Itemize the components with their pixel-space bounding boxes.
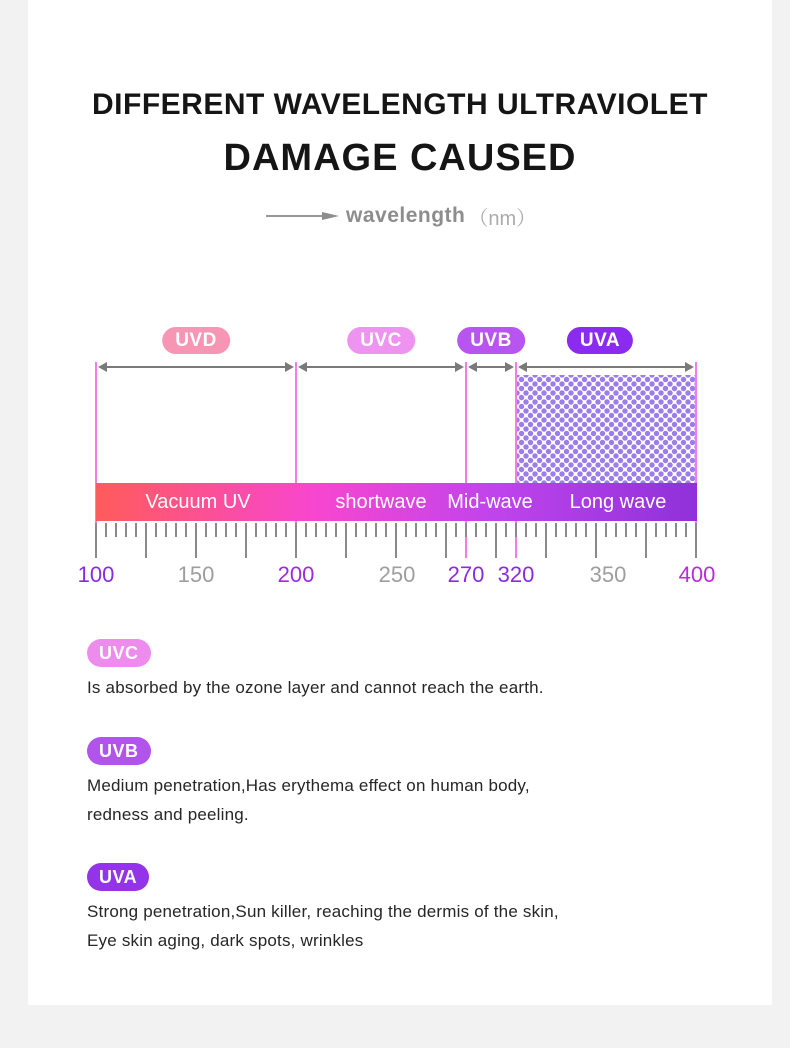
axis-label: wavelength xyxy=(346,204,466,227)
ruler-major-tick xyxy=(495,523,497,558)
uvb-text-line1: Medium penetration,Has erythema effect on human body, xyxy=(87,776,530,795)
ruler-minor-tick xyxy=(665,523,667,537)
uva-text-line1: Strong penetration,Sun killer, reaching the dermis of the skin, xyxy=(87,902,559,921)
axis-value-100: 100 xyxy=(77,562,115,587)
ruler-minor-tick xyxy=(285,523,287,537)
ruler-major-tick xyxy=(595,523,597,558)
uvc-arrowhead-left-icon xyxy=(298,362,307,372)
axis-value-270: 270 xyxy=(447,562,485,587)
ruler-minor-tick xyxy=(515,523,517,537)
ruler-minor-tick xyxy=(325,523,327,537)
ruler-minor-tick xyxy=(655,523,657,537)
ruler-major-tick xyxy=(295,523,297,558)
uva-range-arrow xyxy=(524,366,688,368)
ruler-minor-tick xyxy=(625,523,627,537)
ruler-minor-tick xyxy=(135,523,137,537)
ruler-major-tick xyxy=(395,523,397,558)
page-title-line1: DIFFERENT WAVELENGTH ULTRAVIOLET xyxy=(92,88,708,121)
ruler-minor-tick xyxy=(175,523,177,537)
axis-unit: （nm） xyxy=(468,207,537,230)
uvd-arrowhead-left-icon xyxy=(98,362,107,372)
ruler-minor-tick xyxy=(485,523,487,537)
uvc-section xyxy=(87,639,544,702)
uvd-bar-label: Vacuum UV xyxy=(145,491,251,513)
page-title-line2: DAMAGE CAUSED xyxy=(223,137,577,179)
ruler-minor-tick xyxy=(425,523,427,537)
ruler-major-tick xyxy=(645,523,647,558)
ruler-major-tick xyxy=(245,523,247,558)
uvc-arrowhead-right-icon xyxy=(455,362,464,372)
ruler-minor-tick xyxy=(185,523,187,537)
ruler-minor-tick xyxy=(585,523,587,537)
ruler-minor-tick xyxy=(465,523,467,537)
ruler-minor-tick xyxy=(415,523,417,537)
uvb-arrowhead-right-icon xyxy=(505,362,514,372)
uvc-text-line1: Is absorbed by the ozone layer and cannot reach the earth. xyxy=(87,678,544,697)
uvd-range-arrow xyxy=(104,366,288,368)
uvd-arrowhead-right-icon xyxy=(285,362,294,372)
ruler-minor-tick xyxy=(215,523,217,537)
ruler-minor-tick xyxy=(615,523,617,537)
uva-section-pill: UVA xyxy=(87,863,149,891)
ruler-minor-tick xyxy=(335,523,337,537)
ruler-minor-tick xyxy=(105,523,107,537)
ruler-minor-tick xyxy=(225,523,227,537)
uva-arrowhead-right-icon xyxy=(685,362,694,372)
ruler-minor-tick xyxy=(575,523,577,537)
ruler-minor-tick xyxy=(305,523,307,537)
uva-bar-label: Long wave xyxy=(569,491,667,513)
ruler-minor-tick xyxy=(255,523,257,537)
ruler-minor-tick xyxy=(435,523,437,537)
ruler-minor-tick xyxy=(365,523,367,537)
ruler-minor-tick xyxy=(455,523,457,537)
ruler-minor-tick xyxy=(685,523,687,537)
ruler-minor-tick xyxy=(405,523,407,537)
ruler-minor-tick xyxy=(635,523,637,537)
axis-value-320: 320 xyxy=(497,562,535,587)
ruler-major-tick xyxy=(195,523,197,558)
ruler-minor-tick xyxy=(355,523,357,537)
ruler-minor-tick xyxy=(275,523,277,537)
ruler-minor-tick xyxy=(125,523,127,537)
ruler-minor-tick xyxy=(375,523,377,537)
ruler-minor-tick xyxy=(675,523,677,537)
ruler-minor-tick xyxy=(205,523,207,537)
uvc-range-arrow xyxy=(304,366,458,368)
ruler-minor-tick xyxy=(505,523,507,537)
ruler-major-tick xyxy=(545,523,547,558)
uva-text-line2: Eye skin aging, dark spots, wrinkles xyxy=(87,931,364,950)
uva-band-pill: UVA xyxy=(567,327,633,354)
ruler-minor-tick xyxy=(165,523,167,537)
axis-value-400: 400 xyxy=(678,562,716,587)
ruler-minor-tick xyxy=(605,523,607,537)
ruler-minor-tick xyxy=(555,523,557,537)
uva-section-text xyxy=(87,897,559,955)
uva-arrowhead-left-icon xyxy=(518,362,527,372)
ruler-major-tick xyxy=(445,523,447,558)
uvb-section-text xyxy=(87,771,530,829)
ruler-minor-tick xyxy=(265,523,267,537)
axis-value-150: 150 xyxy=(177,562,215,587)
ruler-major-tick xyxy=(345,523,347,558)
uvb-band-pill: UVB xyxy=(457,327,525,354)
ruler-minor-tick xyxy=(235,523,237,537)
axis-value-250: 250 xyxy=(378,562,416,587)
ruler-minor-tick xyxy=(535,523,537,537)
axis-value-350: 350 xyxy=(589,562,627,587)
ruler-minor-tick xyxy=(115,523,117,537)
ruler-minor-tick xyxy=(155,523,157,537)
ruler-minor-tick xyxy=(315,523,317,537)
uvb-section-pill: UVB xyxy=(87,737,151,765)
uvc-band-pill: UVC xyxy=(347,327,415,354)
ruler-major-tick xyxy=(145,523,147,558)
uvb-bar-label: Mid-wave xyxy=(447,491,533,513)
uvc-section-text xyxy=(87,673,544,702)
ruler-minor-tick xyxy=(565,523,567,537)
uvb-arrowhead-left-icon xyxy=(468,362,477,372)
ruler-minor-tick xyxy=(385,523,387,537)
uva-section xyxy=(87,863,559,955)
uvb-range-arrow xyxy=(474,366,508,368)
uvc-section-pill: UVC xyxy=(87,639,151,667)
uva-hatch-region xyxy=(517,375,695,483)
ruler-minor-tick xyxy=(475,523,477,537)
ruler-minor-tick xyxy=(525,523,527,537)
uvb-text-line2: redness and peeling. xyxy=(87,805,249,824)
ruler-major-tick xyxy=(695,523,697,558)
uvd-band-pill: UVD xyxy=(162,327,230,354)
ruler-major-tick xyxy=(95,523,97,558)
axis-value-200: 200 xyxy=(277,562,315,587)
uvb-section xyxy=(87,737,530,829)
uvc-bar-label: shortwave xyxy=(335,491,427,513)
